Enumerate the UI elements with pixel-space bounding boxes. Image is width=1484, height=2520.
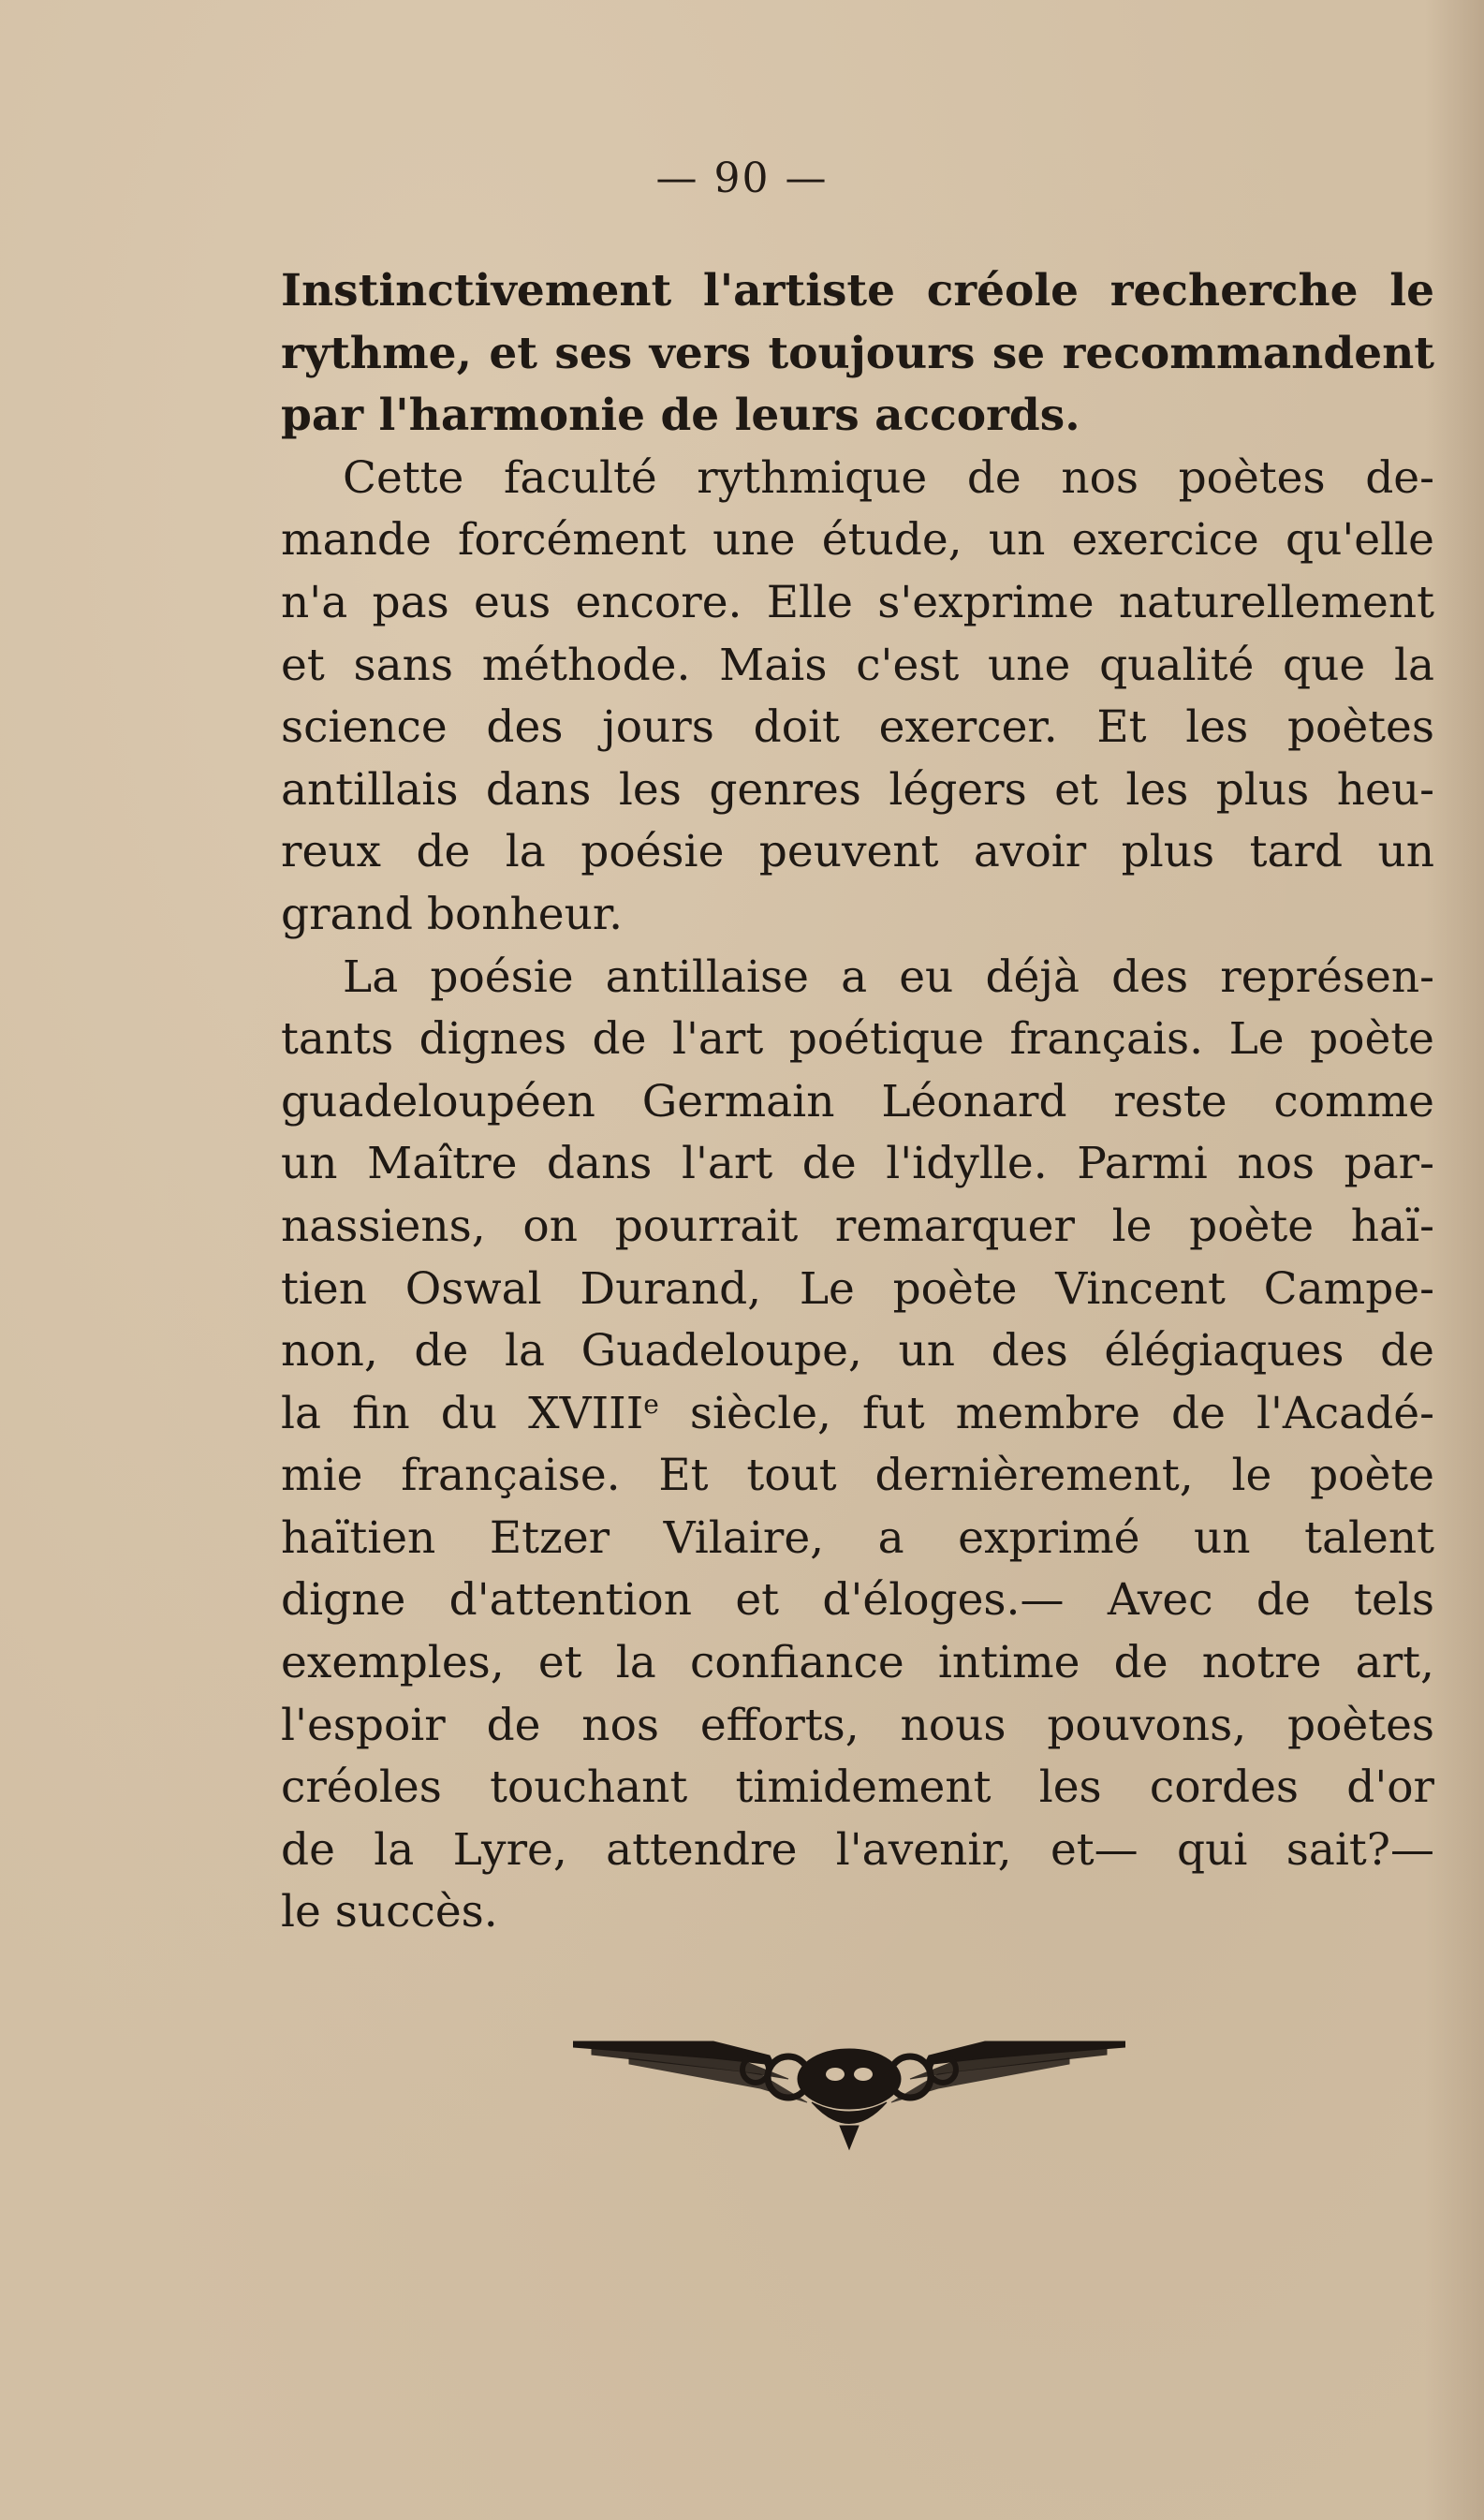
text-line: La poésie antillaise a eu déjà des représen- — [343, 951, 1434, 1003]
text-line: tien Oswal Durand, Le poète Vincent Campe- — [281, 1262, 1434, 1315]
text-line: mande forcément une étude, un exercice qu'elle — [281, 514, 1434, 567]
text-line: guadeloupéen Germain Léonard reste comme — [281, 1075, 1434, 1127]
text-line: tants dignes de l'art poétique français. Le poète — [281, 1013, 1434, 1066]
text-line: non, de la Guadeloupe, un des élégiaques de — [281, 1325, 1434, 1378]
text-line: par l'harmonie de leurs accords. — [281, 390, 1080, 442]
page-number: — 90 — — [655, 155, 829, 202]
text-line: Cette faculté rythmique de nos poètes de- — [343, 451, 1434, 504]
text-fragment: la fin du XVIII — [281, 1387, 644, 1439]
text-line: l'espoir de nos efforts, nous pouvons, poètes — [281, 1699, 1434, 1751]
tailpiece-ornament-icon — [573, 2023, 1125, 2154]
text-line: Instinctivement l'artiste créole recherche le — [281, 265, 1434, 317]
text-line: reux de la poésie peuvent avoir plus tard un — [281, 826, 1434, 878]
text-line: mie française. Et tout dernièrement, le poète — [281, 1450, 1434, 1502]
text-line: et sans méthode. Mais c'est une qualité que la — [281, 639, 1434, 691]
text-line: n'a pas eus encore. Elle s'exprime naturellement — [281, 576, 1434, 628]
text-line: grand bonheur. — [281, 888, 624, 940]
text-fragment: siècle, fut membre de l'Acadé- — [658, 1387, 1434, 1439]
body-text — [281, 260, 1434, 1944]
text-line: haïtien Etzer Vilaire, a exprimé un talent — [281, 1511, 1434, 1564]
superscript: e — [643, 1388, 659, 1420]
text-line: créoles touchant timidement les cordes d'or — [281, 1761, 1434, 1814]
text-line: nassiens, on pourrait remarquer le poète haï- — [281, 1200, 1434, 1252]
text-line: rythme, et ses vers toujours se recommandent — [281, 327, 1434, 379]
text-line: un Maître dans l'art de l'idylle. Parmi nos par- — [281, 1138, 1434, 1190]
text-line: science des jours doit exercer. Et les poètes — [281, 701, 1434, 754]
text-line: le succès. — [281, 1886, 498, 1938]
text-line: antillais dans les genres légers et les plus heu- — [281, 763, 1434, 816]
text-line-century — [281, 1383, 1434, 1446]
text-line: exemples, et la confiance intime de notre art, — [281, 1637, 1434, 1689]
text-line: de la Lyre, attendre l'avenir, et— qui sait?— — [281, 1823, 1434, 1876]
text-line: digne d'attention et d'éloges.— Avec de tels — [281, 1574, 1434, 1627]
